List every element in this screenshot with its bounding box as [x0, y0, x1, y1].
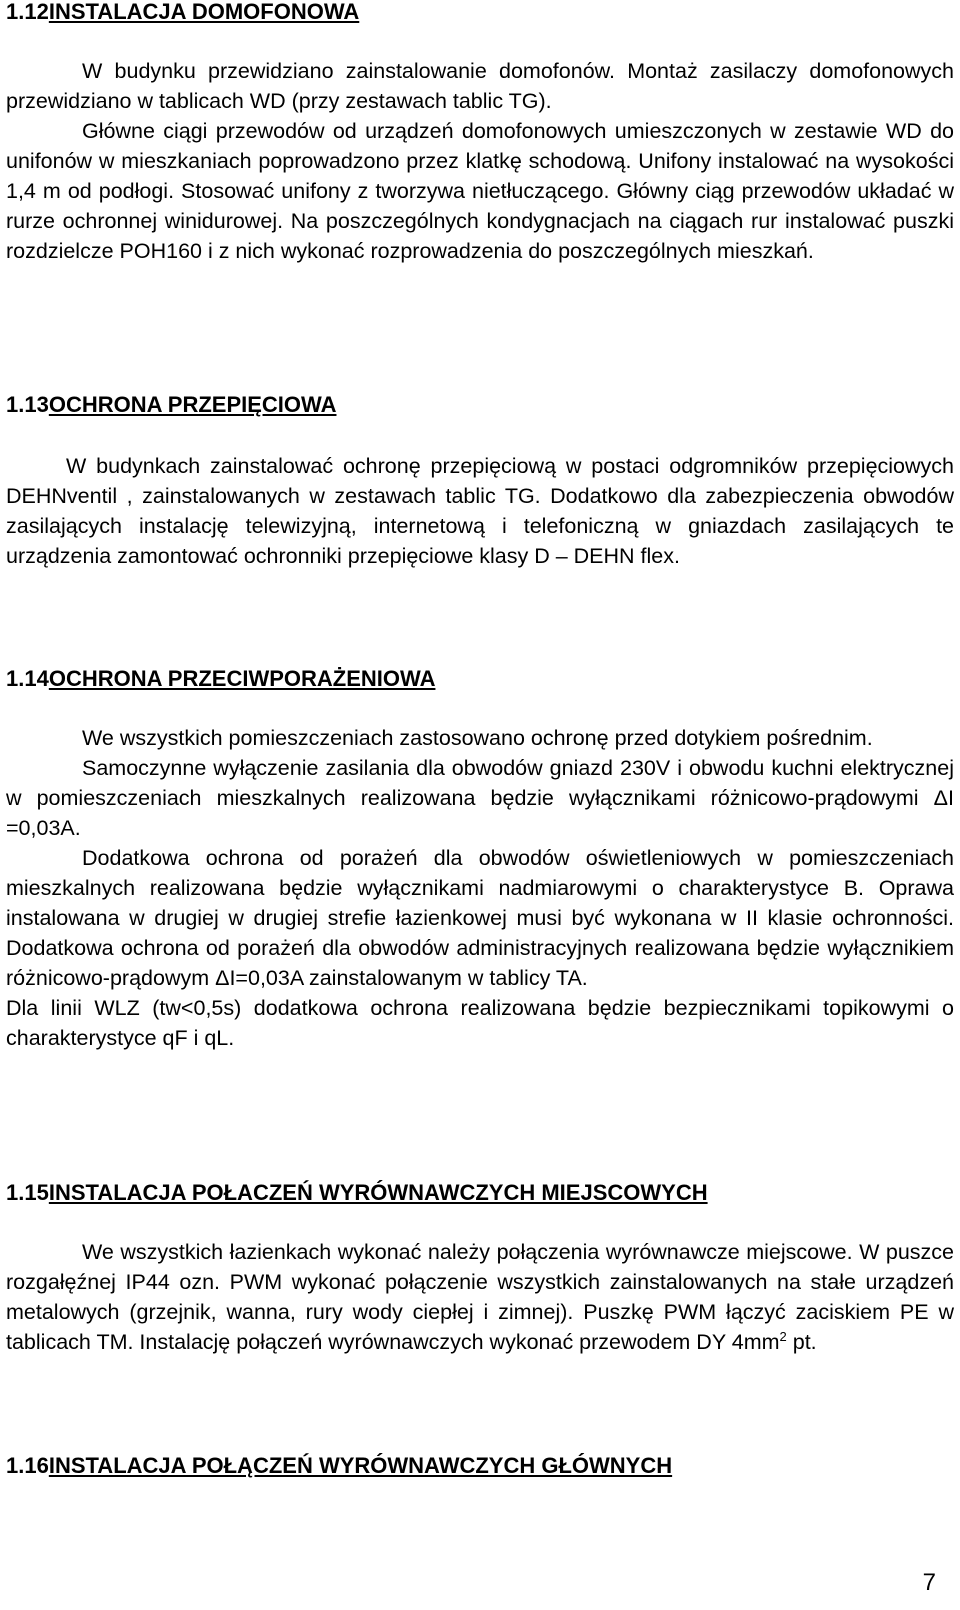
section-heading-1-14: [6, 664, 435, 694]
paragraph: [6, 1237, 954, 1357]
section-title: OCHRONA PRZECIWPORAŻENIOWA: [48, 666, 436, 691]
section-title: OCHRONA PRZEPIĘCIOWA: [48, 392, 337, 417]
section-number: 1.16: [6, 1453, 49, 1478]
paragraph-text: We wszystkich łazienkach wykonać należy połączenia wyrównawcze miejscowe. W puszce rozgałęźnej IP44 ozn. PWM wykonać połączenie wszystkich zainstalowanych na stałe urządzeń metalowych (grzejnik, wanna, rury wody ciepłej i zimnej). Puszkę PWM łączyć zaciskiem PE w tablicach TM. Instalację połączeń wyrównawczych wykonać przewodem DY 4mm: [6, 1240, 954, 1354]
paragraph: Główne ciągi przewodów od urządzeń domofonowych umieszczonych w zestawie WD do unifonów w mieszkaniach poprowadzono przez klatkę schodową. Unifony instalować na wysokości 1,4 m od podłogi. Stosować unifony z tworzywa nietłuczącego. Główny ciąg przewodów układać w rurze ochronnej winidurowej. Na poszczególnych kondygnacjach na ciągach rur instalować puszki rozdzielcze POH160 i z nich wykonać rozprowadzenia do poszczególnych mieszkań.: [6, 119, 954, 263]
section-title: INSTALACJA DOMOFONOWA: [48, 0, 360, 24]
section-title: INSTALACJA POŁACZEŃ WYRÓWNAWCZYCH MIEJSCOWYCH: [48, 1180, 708, 1205]
superscript: 2: [779, 1328, 787, 1344]
paragraph: Dodatkowa ochrona od porażeń dla obwodów oświetleniowych w pomieszczeniach mieszkalnych realizowana będzie wyłącznikami nadmiarowymi o charakterystyce B. Oprawa instalowana w drugiej w drugiej strefie łazienkowej musi być wykonana w II klasie ochronności. Dodatkowa ochrona od porażeń dla obwodów administracyjnych realizowana będzie wyłącznikiem różnicowo-prądowym ΔI=0,03A zainstalowanym w tablicy TA.: [6, 846, 954, 990]
section-number: 1.12: [6, 0, 49, 24]
section-number: 1.15: [6, 1180, 49, 1205]
paragraph: W budynkach zainstalować ochronę przepięciową w postaci odgromników przepięciowych DEHNventil , zainstalowanych w zestawach tablic TG. Dodatkowo dla zabezpieczenia obwodów zasilających instalację telewizyjną, internetową i telefoniczną w gniazdach zasilających te urządzenia zamontować ochronniki przepięciowe klasy D – DEHN flex.: [6, 454, 954, 568]
section-title: INSTALACJA POŁĄCZEŃ WYRÓWNAWCZYCH GŁÓWNYCH: [48, 1453, 673, 1478]
page-number: 7: [922, 1569, 936, 1596]
paragraph: We wszystkich pomieszczeniach zastosowano ochronę przed dotykiem pośrednim.: [82, 726, 873, 750]
section-heading-1-13: [6, 390, 336, 420]
paragraph: W budynku przewidziano zainstalowanie domofonów. Montaż zasilaczy domofonowych przewidziano w tablicach WD (przy zestawach tablic TG).: [6, 59, 954, 113]
section-number: 1.14: [6, 666, 49, 691]
section-heading-1-16: [6, 1451, 672, 1481]
paragraph: Samoczynne wyłączenie zasilania dla obwodów gniazd 230V i obwodu kuchni elektrycznej w pomieszczeniach mieszkalnych realizowana będzie wyłącznikami różnicowo-prądowymi ΔI =0,03A.: [6, 756, 954, 840]
section-number: 1.13: [6, 392, 49, 417]
paragraph: Dla linii WLZ (tw<0,5s) dodatkowa ochrona realizowana będzie bezpiecznikami topikowymi o charakterystyce qF i qL.: [6, 996, 954, 1050]
paragraph-tail: pt.: [786, 1330, 817, 1354]
section-heading-1-15: [6, 1178, 708, 1208]
section-heading-1-12: [6, 0, 359, 27]
